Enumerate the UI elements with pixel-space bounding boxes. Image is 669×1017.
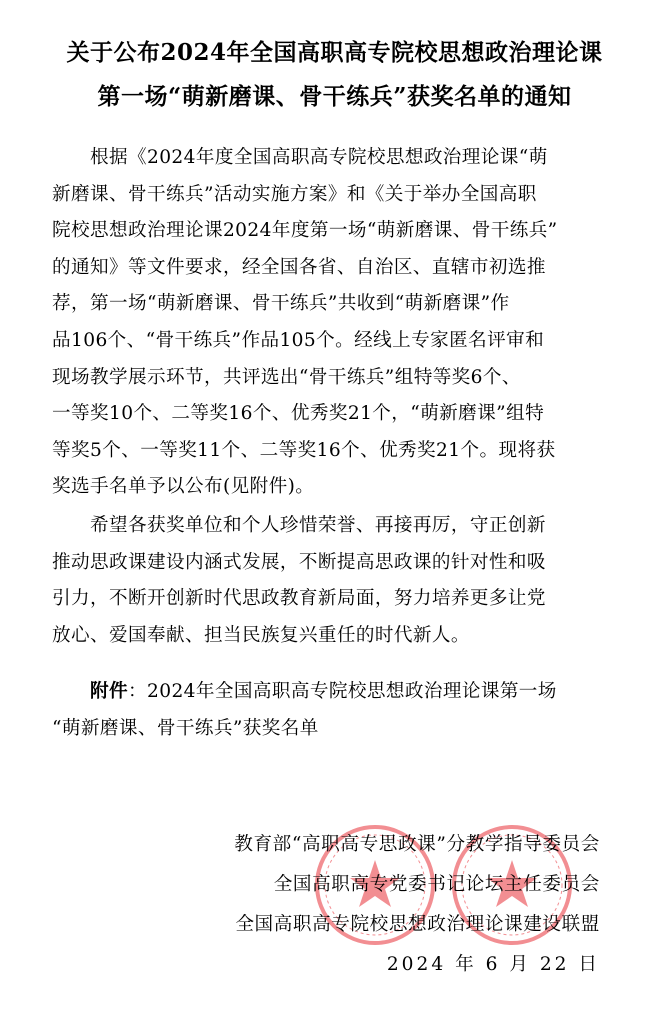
paragraph-1-line: 现场教学展示环节，共评选出“骨干练兵”组特等奖6个、 (52, 366, 521, 388)
attachment-label: 附件 (90, 681, 128, 702)
paragraph-1-line: 一等奖10个、二等奖16个、优秀奖21个，“萌新磨课”组特 (52, 403, 545, 425)
paragraph-1-line: 荐，第一场“萌新磨课、骨干练兵”共收到“萌新磨课”作 (52, 293, 510, 315)
paragraph-2-line: 推动思政课建设内涵式发展，不断提高思政课的针对性和吸 (52, 551, 546, 573)
document-title-line-2: 第一场“萌新磨课、骨干练兵”获奖名单的通知 (97, 83, 572, 110)
paragraph-2-line: 放心、爱国奉献、担当民族复兴重任的时代新人。 (52, 624, 470, 646)
attachment-line-2: “萌新磨课、骨干练兵”获奖名单 (52, 717, 319, 739)
signature-org-1: 教育部“高职高专思政课”分教学指导委员会 (234, 834, 600, 855)
paragraph-2-line: 希望各获奖单位和个人珍惜荣誉、再接再厉，守正创新 (52, 515, 546, 536)
paragraph-1 (52, 140, 612, 506)
attachment-note (52, 675, 612, 748)
paragraph-1-line: 根据《2024年度全国高职高专院校思想政治理论课“萌 (52, 147, 548, 168)
document-title-line-1: 关于公布2024年全国高职高专院校思想政治理论课 (66, 39, 603, 66)
paragraph-1-line: 品106个、“骨干练兵”作品105个。经线上专家匿名评审和 (52, 329, 545, 351)
signature-org-2: 全国高职高专党委书记论坛主任委员会 (273, 874, 600, 895)
paragraph-2-line: 引力，不断开创新时代思政教育新局面，努力培养更多让党 (52, 588, 546, 610)
attachment-title: ：2024年全国高职高专院校思想政治理论课第一场 (128, 681, 557, 702)
signature-org-3: 全国高职高专院校思想政治理论课建设联盟 (235, 914, 600, 935)
paragraph-1-line: 奖选手名单予以公布(见附件)。 (52, 476, 315, 498)
paragraph-1-line: 院校思想政治理论课2024年度第一场“萌新磨课、骨干练兵” (52, 220, 558, 242)
paragraph-1-line: 等奖5个、一等奖11个、二等奖16个、优秀奖21个。现将获 (52, 439, 556, 461)
paragraph-1-line: 新磨课、骨干练兵”活动实施方案》和《关于举办全国高职 (52, 183, 537, 205)
paragraph-2 (52, 508, 612, 654)
paragraph-1-line: 的通知》等文件要求，经全国各省、自治区、直辖市初选推 (52, 256, 546, 278)
signature-date: 2024 年 6 月 22 日 (386, 954, 600, 975)
attachment-line-1 (52, 675, 612, 712)
